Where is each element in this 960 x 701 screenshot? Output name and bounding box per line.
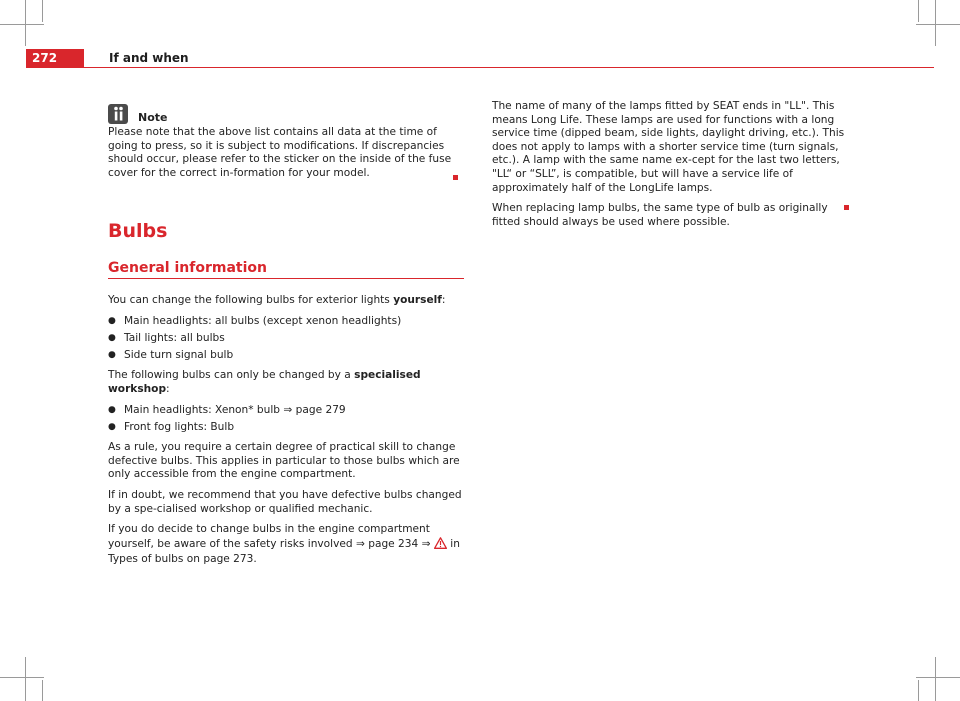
crop-mark xyxy=(916,24,960,25)
crop-mark xyxy=(42,680,43,701)
section-end-mark xyxy=(453,175,458,180)
skill-paragraph: As a rule, you require a certain degree of practical skill to change defective bulbs. This applies in particular to those bulbs which are only accessible from the engine compartment. xyxy=(108,441,460,481)
note-label: Note xyxy=(138,110,168,124)
subsection-rule xyxy=(108,278,464,279)
crop-mark xyxy=(935,657,936,701)
crop-mark xyxy=(935,0,936,46)
section-end-mark xyxy=(844,205,849,210)
list-item: ● Side turn signal bulb xyxy=(108,348,234,361)
workshop-list xyxy=(108,404,464,435)
list-item: ● Tail lights: all bulbs xyxy=(108,331,225,344)
list-item: ● Main headlights: Xenon* bulb ⇒ page 279 xyxy=(108,403,346,416)
subsection-title: General information xyxy=(108,260,267,276)
chapter-title: If and when xyxy=(109,51,189,65)
replacement-paragraph: When replacing lamp bulbs, the same type of bulb as originally fitted should always be used where possible. xyxy=(492,202,828,228)
left-body xyxy=(108,294,464,567)
warning-triangle-icon[interactable] xyxy=(434,537,447,554)
crop-mark xyxy=(918,680,919,701)
section-title: Bulbs xyxy=(108,220,168,242)
crop-mark xyxy=(42,0,43,22)
longlife-paragraph: The name of many of the lamps fitted by SEAT ends in "LL". This means Long Life. These lamps are used for functions with a long service time (dipped beam, side lights, daylight driving, etc.). This does not apply to lamps with a shorter service time (turn signals, etc.). A lamp with the same name ex-cept for the last two letters, "LL“ or “SLL”, is compatible, but will have a service life of approximately half of the LongLife lamps. xyxy=(492,100,845,194)
crop-mark xyxy=(25,657,26,701)
page-number: 272 xyxy=(26,49,84,68)
note-text: Please note that the above list contains all data at the time of going to press, so it is subject to modifications. If discrepancies should occur, please refer to the sticker on the inside of the fuse cover for the correct in-formation for your model. xyxy=(108,126,452,179)
header-rule xyxy=(84,67,934,68)
doubt-paragraph: If in doubt, we recommend that you have defective bulbs changed by a spe-cialised workshop or qualified mechanic. xyxy=(108,489,462,515)
crop-mark xyxy=(0,677,44,678)
self-change-list xyxy=(108,315,464,363)
right-column xyxy=(492,100,852,229)
crop-mark xyxy=(918,0,919,22)
crop-mark xyxy=(0,24,44,25)
intro-paragraph: You can change the following bulbs for exterior lights yourself: xyxy=(108,294,446,306)
crop-mark xyxy=(916,677,960,678)
list-item: ● Main headlights: all bulbs (except xenon headlights) xyxy=(108,314,402,327)
crop-mark xyxy=(25,0,26,46)
workshop-intro-paragraph: The following bulbs can only be changed by a specialised workshop: xyxy=(108,369,421,395)
list-item: ● Front fog lights: Bulb xyxy=(108,420,235,433)
note-header xyxy=(108,102,464,126)
info-icon xyxy=(108,104,128,124)
left-column xyxy=(108,102,464,180)
safety-paragraph: If you do decide to change bulbs in the engine compartment yourself, be aware of the safety risks involved ⇒ page 234 ⇒ in Types of bulbs on page 273. xyxy=(108,523,460,566)
